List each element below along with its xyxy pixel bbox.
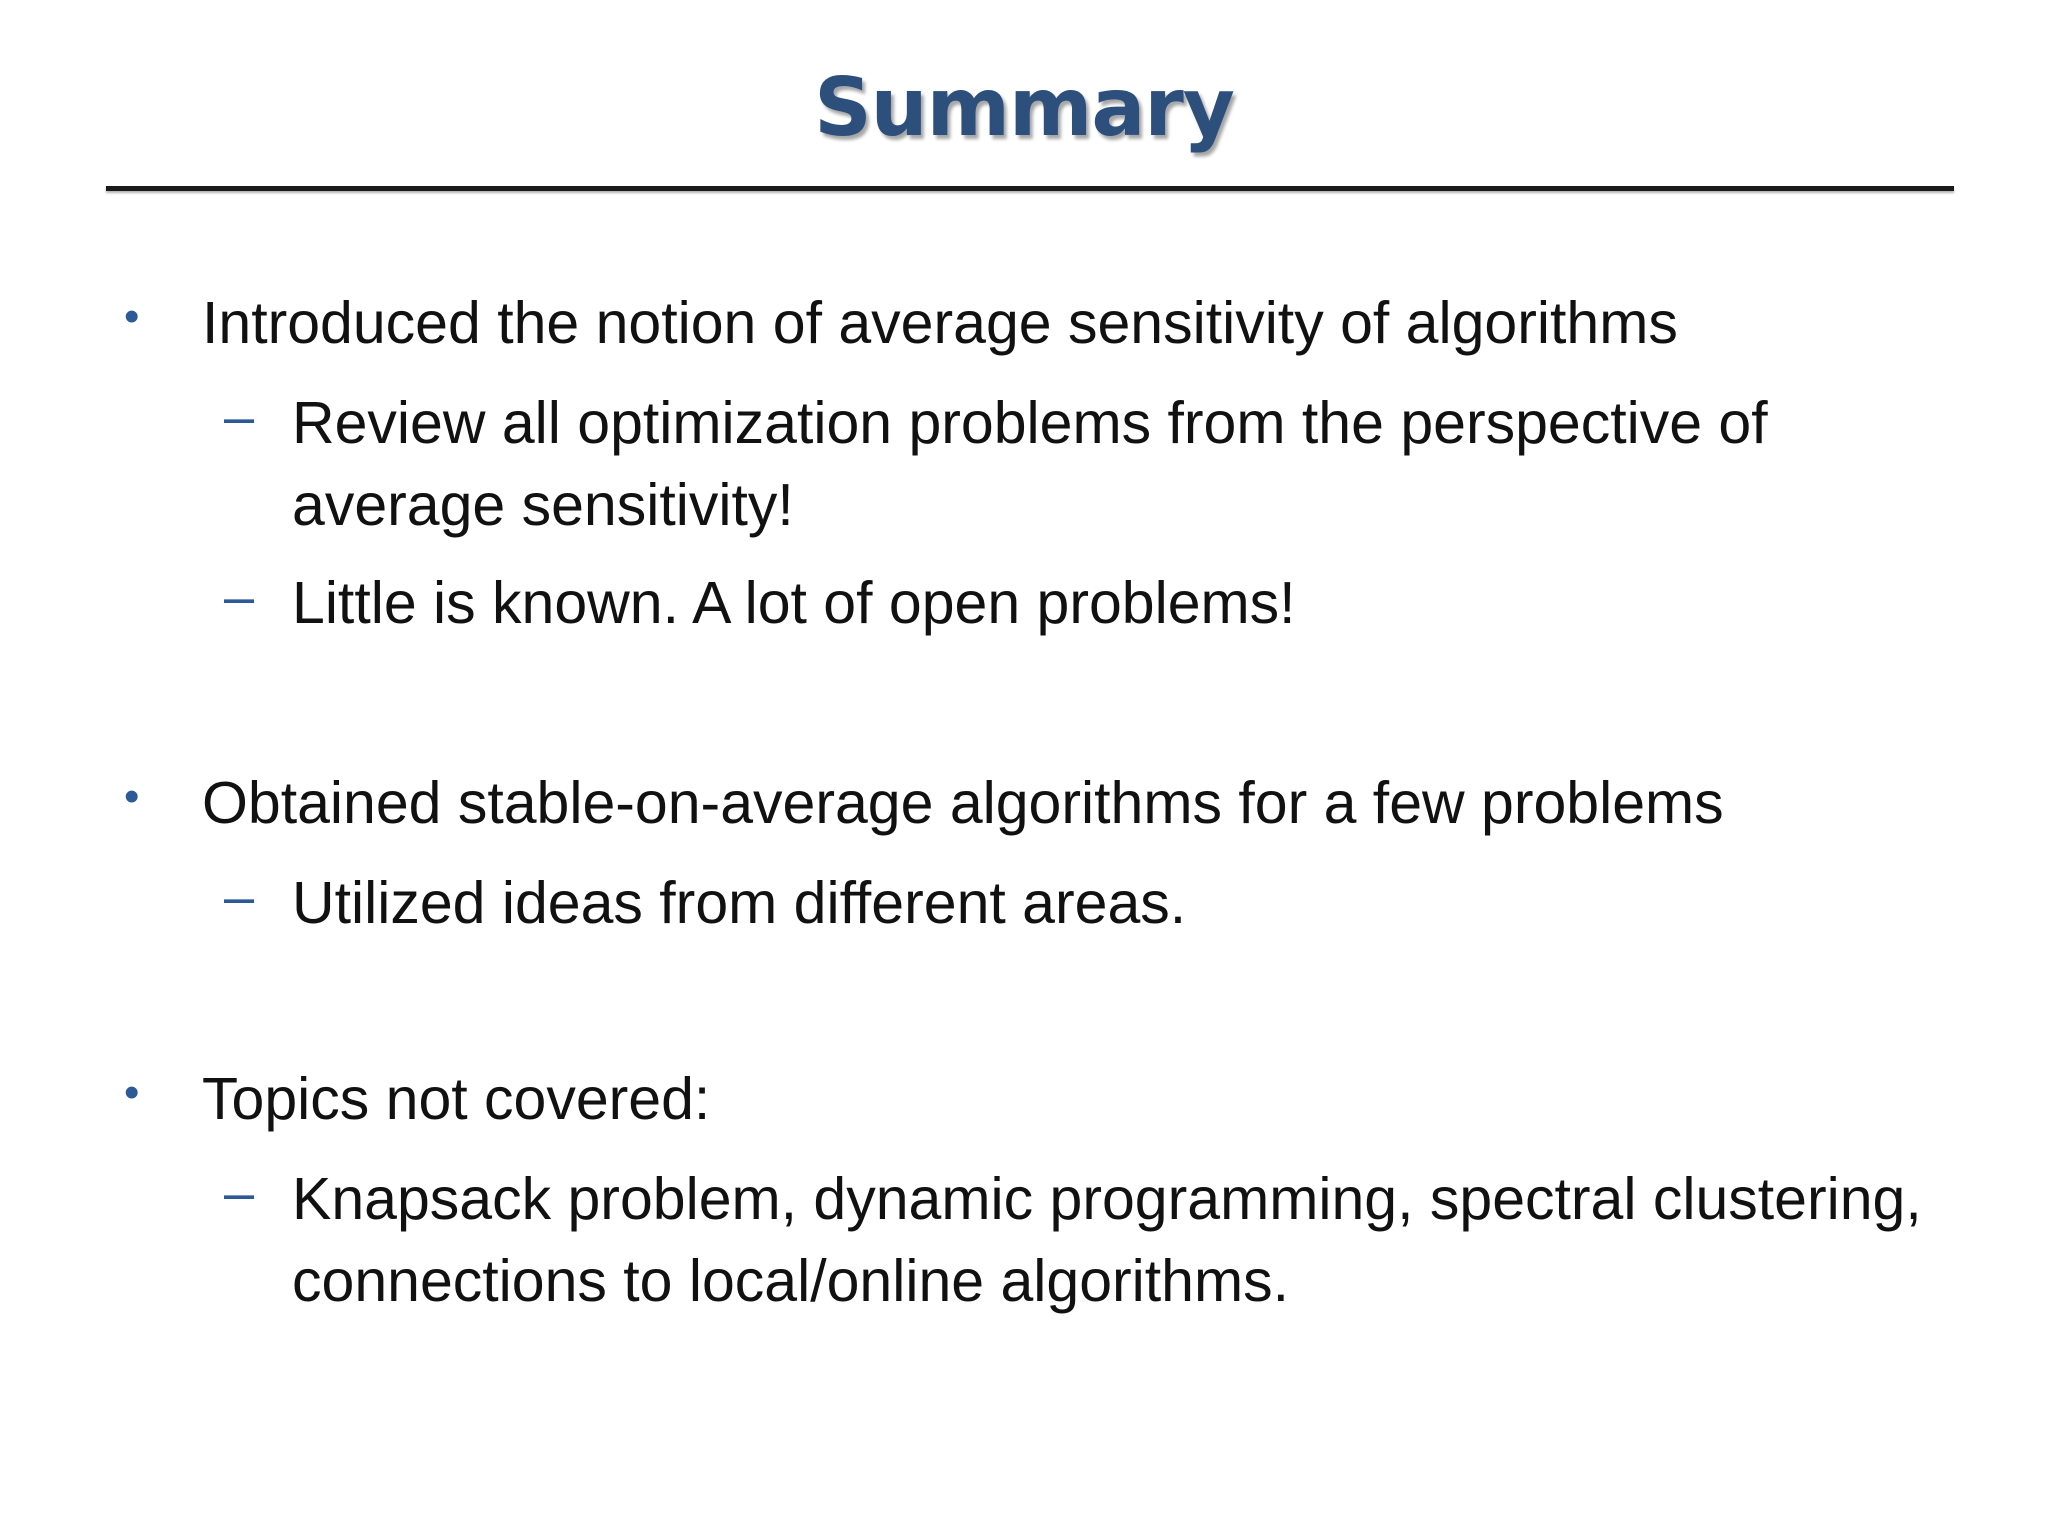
dash-icon: – — [224, 387, 255, 447]
dash-icon: – — [224, 1163, 255, 1223]
dash-icon: – — [224, 867, 255, 927]
sub-point-text: Utilized ideas from different areas. — [292, 870, 1187, 936]
sub-point-text: Review all optimization problems from the perspective of average sensitivity! — [292, 390, 1768, 538]
sub-point-text: Knapsack problem, dynamic programming, spectral clustering, connections to local/online algorithms. — [292, 1166, 1922, 1314]
bullet-text: Topics not covered: — [202, 1066, 711, 1132]
bullet-text: Obtained stable-on-average algorithms for a few problems — [202, 770, 1724, 836]
bullet-icon: • — [124, 772, 140, 821]
bullet-icon: • — [124, 1068, 140, 1117]
dash-icon: – — [224, 567, 255, 627]
bullet-icon: • — [124, 292, 140, 341]
bullet-text: Introduced the notion of average sensitivity of algorithms — [202, 290, 1678, 356]
sub-point-text: Little is known. A lot of open problems! — [292, 570, 1296, 636]
slide-title: Summary — [814, 61, 1234, 154]
